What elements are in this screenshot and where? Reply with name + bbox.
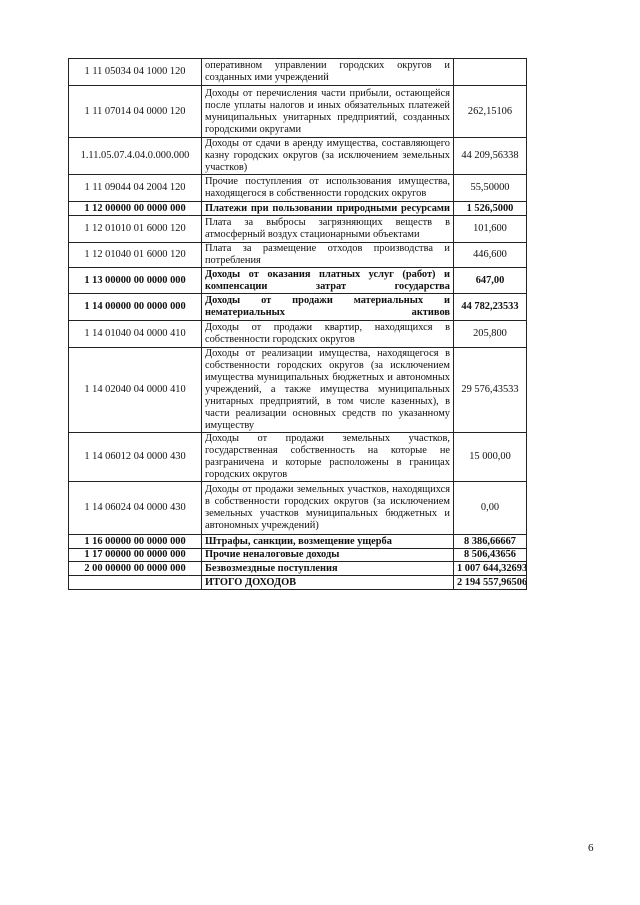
budget-code-cell: 1 12 01010 01 6000 120 <box>69 216 202 243</box>
amount-cell: 1 526,5000 <box>454 202 527 216</box>
income-description-cell: Доходы от продажи земельных участков, находящихся в собственности городских округов (за исключением земельных участков муниципальных бюджетных и автономных учреждений) <box>202 482 454 535</box>
income-description-cell: Доходы от продажи материальных и нематериальных активов <box>202 294 454 321</box>
income-description-cell: Плата за размещение отходов производства и потребления <box>202 243 454 268</box>
income-description-cell: Доходы от перечисления части прибыли, остающейся после уплаты налогов и иных обязательных платежей муниципальных унитарных предприятий, созданных городскими округами <box>202 86 454 138</box>
budget-code-cell: 1 14 02040 04 0000 410 <box>69 348 202 433</box>
amount-cell: 8 506,43656 <box>454 549 527 562</box>
budget-code-cell: 1 13 00000 00 0000 000 <box>69 268 202 294</box>
amount-cell: 446,600 <box>454 243 527 268</box>
table-row <box>69 175 527 202</box>
amount-cell: 2 194 557,96506 <box>454 576 527 590</box>
amount-cell: 0,00 <box>454 482 527 535</box>
income-description-cell: Штрафы, санкции, возмещение ущерба <box>202 535 454 549</box>
table-row <box>69 321 527 348</box>
table-row <box>69 138 527 175</box>
income-table-body <box>69 59 527 590</box>
amount-cell: 15 000,00 <box>454 433 527 482</box>
table-row <box>69 348 527 433</box>
income-description-cell: Безвозмездные поступления <box>202 562 454 576</box>
income-description-cell: ИТОГО ДОХОДОВ <box>202 576 454 590</box>
income-description-cell: Доходы от сдачи в аренду имущества, составляющего казну городских округов (за исключением земельных участков) <box>202 138 454 175</box>
budget-code-cell: 1 11 05034 04 1000 120 <box>69 59 202 86</box>
table-row <box>69 549 527 562</box>
table-row <box>69 562 527 576</box>
budget-code-cell: 1 14 06012 04 0000 430 <box>69 433 202 482</box>
budget-code-cell: 1 17 00000 00 0000 000 <box>69 549 202 562</box>
budget-code-cell: 1 11 07014 04 0000 120 <box>69 86 202 138</box>
table-row <box>69 268 527 294</box>
amount-cell: 44 209,56338 <box>454 138 527 175</box>
income-description-cell: Доходы от оказания платных услуг (работ) и компенсации затрат государства <box>202 268 454 294</box>
table-row <box>69 294 527 321</box>
budget-code-cell: 1 11 09044 04 2004 120 <box>69 175 202 202</box>
income-description-cell: Платежи при пользовании природными ресурсами <box>202 202 454 216</box>
budget-code-cell: 1 14 00000 00 0000 000 <box>69 294 202 321</box>
income-description-cell: Доходы от продажи квартир, находящихся в собственности городских округов <box>202 321 454 348</box>
amount-cell <box>454 59 527 86</box>
income-description-cell: Прочие неналоговые доходы <box>202 549 454 562</box>
amount-cell: 262,15106 <box>454 86 527 138</box>
amount-cell: 647,00 <box>454 268 527 294</box>
amount-cell: 55,50000 <box>454 175 527 202</box>
amount-cell: 44 782,23533 <box>454 294 527 321</box>
income-description-cell: оперативном управлении городских округов и созданных ими учреждений <box>202 59 454 86</box>
amount-cell: 1 007 644,32693 <box>454 562 527 576</box>
page-number: 6 <box>588 842 594 854</box>
table-row <box>69 202 527 216</box>
budget-code-cell <box>69 576 202 590</box>
table-row <box>69 59 527 86</box>
total-row <box>69 576 527 590</box>
amount-cell: 101,600 <box>454 216 527 243</box>
income-description-cell: Доходы от реализации имущества, находящегося в собственности городских округов (за исключением имущества муниципальных бюджетных и автономных учреждений, а также имущества муниципальных унитарных предприятий, в том числе казенных), в части реализации основных средств по указанному имуществу <box>202 348 454 433</box>
income-description-cell: Прочие поступления от использования имущества, находящегося в собственности городских округов <box>202 175 454 202</box>
income-description-cell: Доходы от продажи земельных участков, государственная собственность на которые не разграничена и которые расположены в границах городских округов <box>202 433 454 482</box>
amount-cell: 29 576,43533 <box>454 348 527 433</box>
budget-code-cell: 1 12 00000 00 0000 000 <box>69 202 202 216</box>
table-row <box>69 482 527 535</box>
amount-cell: 205,800 <box>454 321 527 348</box>
table-row <box>69 86 527 138</box>
table-row <box>69 433 527 482</box>
table-row <box>69 535 527 549</box>
amount-cell: 8 386,66667 <box>454 535 527 549</box>
income-description-cell: Плата за выбросы загрязняющих веществ в атмосферный воздух стационарными объектами <box>202 216 454 243</box>
budget-code-cell: 1 12 01040 01 6000 120 <box>69 243 202 268</box>
budget-code-cell: 1 16 00000 00 0000 000 <box>69 535 202 549</box>
budget-code-cell: 1 14 01040 04 0000 410 <box>69 321 202 348</box>
table-row <box>69 243 527 268</box>
budget-code-cell: 1.11.05.07.4.04.0.000.000 <box>69 138 202 175</box>
table-row <box>69 216 527 243</box>
income-table <box>68 58 527 590</box>
budget-code-cell: 1 14 06024 04 0000 430 <box>69 482 202 535</box>
budget-code-cell: 2 00 00000 00 0000 000 <box>69 562 202 576</box>
